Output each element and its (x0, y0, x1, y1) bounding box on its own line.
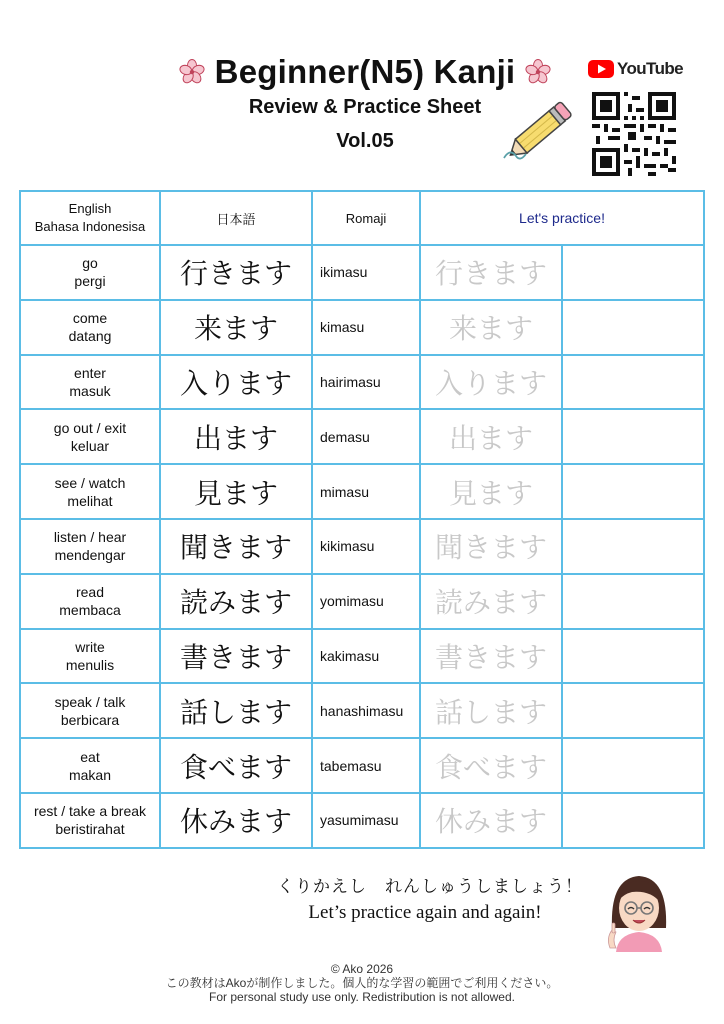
table-row (20, 738, 704, 793)
romaji-reading: kakimasu (312, 629, 420, 684)
meaning-english: listen / hear (53, 529, 127, 546)
youtube-label: YouTube (617, 59, 683, 78)
meaning-cell (20, 519, 160, 574)
qr-code[interactable] (592, 92, 676, 176)
meaning-indonesian: keluar (70, 437, 110, 454)
volume-label: Vol.05 (336, 130, 394, 152)
romaji-reading: ikimasu (312, 245, 420, 300)
meaning-cell (20, 574, 160, 629)
usage-notice-en: For personal study use only. Redistribution is not allowed. (209, 990, 515, 1004)
meaning-indonesian: makan (68, 766, 112, 783)
tracing-guide: 入ります (420, 355, 562, 410)
tracing-guide: 来ます (420, 300, 562, 355)
youtube-logo (588, 58, 683, 80)
sakura-icon (179, 59, 205, 85)
tracing-guide: 食べます (420, 738, 562, 793)
writing-space[interactable] (562, 793, 704, 848)
kanji-word: 入ります (160, 355, 312, 410)
meaning-cell (20, 355, 160, 410)
tracing-guide: 書きます (420, 629, 562, 684)
sakura-icon (525, 59, 551, 85)
kanji-word: 来ます (160, 300, 312, 355)
meaning-indonesian: mendengar (54, 547, 126, 564)
writing-space[interactable] (562, 683, 704, 738)
meaning-cell (20, 245, 160, 300)
header-indonesian: Bahasa Indonesisa (34, 219, 146, 234)
table-header-row (20, 191, 704, 245)
writing-space[interactable] (562, 519, 704, 574)
tracing-guide: 読みます (420, 574, 562, 629)
meaning-cell (20, 409, 160, 464)
table-row (20, 683, 704, 738)
meaning-indonesian: melihat (67, 492, 113, 509)
kanji-word: 話します (160, 683, 312, 738)
meaning-indonesian: pergi (74, 273, 106, 290)
romaji-reading: yasumimasu (312, 793, 420, 848)
kanji-word: 出ます (160, 409, 312, 464)
page-title: Beginner(N5) Kanji (214, 53, 516, 90)
meaning-indonesian: datang (68, 328, 112, 345)
table-row (20, 464, 704, 519)
header-english: English (68, 201, 112, 216)
header-japanese: 日本語 (160, 191, 312, 245)
meaning-english: write (75, 638, 105, 655)
teacher-avatar (602, 868, 676, 952)
table-row (20, 793, 704, 848)
table-row (20, 355, 704, 410)
romaji-reading: hanashimasu (312, 683, 420, 738)
meaning-english: eat (80, 748, 100, 765)
table-row (20, 409, 704, 464)
header-practice: Let's practice! (420, 191, 704, 245)
meaning-english: enter (74, 364, 106, 381)
meaning-cell (20, 629, 160, 684)
writing-space[interactable] (562, 464, 704, 519)
romaji-reading: tabemasu (312, 738, 420, 793)
table-row (20, 519, 704, 574)
tracing-guide: 出ます (420, 409, 562, 464)
meaning-english: go out / exit (53, 419, 127, 436)
kanji-word: 見ます (160, 464, 312, 519)
footer-english-message: Let’s practice again and again! (308, 902, 542, 923)
tracing-guide: 聞きます (420, 519, 562, 574)
meaning-english: speak / talk (54, 693, 126, 710)
youtube-logo-icon (588, 60, 614, 78)
tracing-guide: 見ます (420, 464, 562, 519)
kanji-word: 書きます (160, 629, 312, 684)
romaji-reading: hairimasu (312, 355, 420, 410)
copyright-line: © Ako 2026 (330, 962, 394, 976)
meaning-cell (20, 683, 160, 738)
kanji-word: 休みます (160, 793, 312, 848)
tracing-guide: 話します (420, 683, 562, 738)
table-row (20, 245, 704, 300)
writing-space[interactable] (562, 738, 704, 793)
table-row (20, 629, 704, 684)
title-row (170, 50, 560, 94)
meaning-english: rest / take a break (33, 803, 147, 820)
practice-table (19, 190, 705, 849)
header-english-indonesian (20, 191, 160, 245)
meaning-english: see / watch (54, 474, 126, 491)
meaning-cell (20, 793, 160, 848)
meaning-cell (20, 300, 160, 355)
writing-space[interactable] (562, 300, 704, 355)
page-subtitle: Review & Practice Sheet (248, 96, 482, 118)
meaning-indonesian: membaca (59, 602, 121, 619)
table-row (20, 300, 704, 355)
footer-japanese-message: くりかえし れんしゅうしましょう！ (277, 877, 583, 897)
worksheet-header (0, 0, 724, 190)
romaji-reading: mimasu (312, 464, 420, 519)
writing-space[interactable] (562, 245, 704, 300)
meaning-indonesian: masuk (69, 382, 111, 399)
meaning-cell (20, 464, 160, 519)
kanji-word: 聞きます (160, 519, 312, 574)
meaning-indonesian: menulis (65, 656, 115, 673)
meaning-cell (20, 738, 160, 793)
usage-notice-jp: この教材はAkoが制作しました。個人的な学習の範囲でご利用ください。 (165, 976, 559, 990)
romaji-reading: yomimasu (312, 574, 420, 629)
kanji-word: 行きます (160, 245, 312, 300)
meaning-english: read (75, 584, 105, 601)
tracing-guide: 休みます (420, 793, 562, 848)
meaning-indonesian: berbicara (60, 711, 120, 728)
romaji-reading: kimasu (312, 300, 420, 355)
kanji-word: 食べます (160, 738, 312, 793)
copyright-block (0, 962, 724, 1004)
header-romaji: Romaji (312, 191, 420, 245)
table-row (20, 574, 704, 629)
writing-space[interactable] (562, 574, 704, 629)
romaji-reading: kikimasu (312, 519, 420, 574)
writing-space[interactable] (562, 629, 704, 684)
pencil-icon (494, 94, 582, 170)
kanji-word: 読みます (160, 574, 312, 629)
meaning-english: come (72, 310, 108, 327)
meaning-indonesian: beristirahat (55, 821, 125, 838)
romaji-reading: demasu (312, 409, 420, 464)
writing-space[interactable] (562, 355, 704, 410)
writing-space[interactable] (562, 409, 704, 464)
meaning-english: go (82, 255, 98, 272)
tracing-guide: 行きます (420, 245, 562, 300)
